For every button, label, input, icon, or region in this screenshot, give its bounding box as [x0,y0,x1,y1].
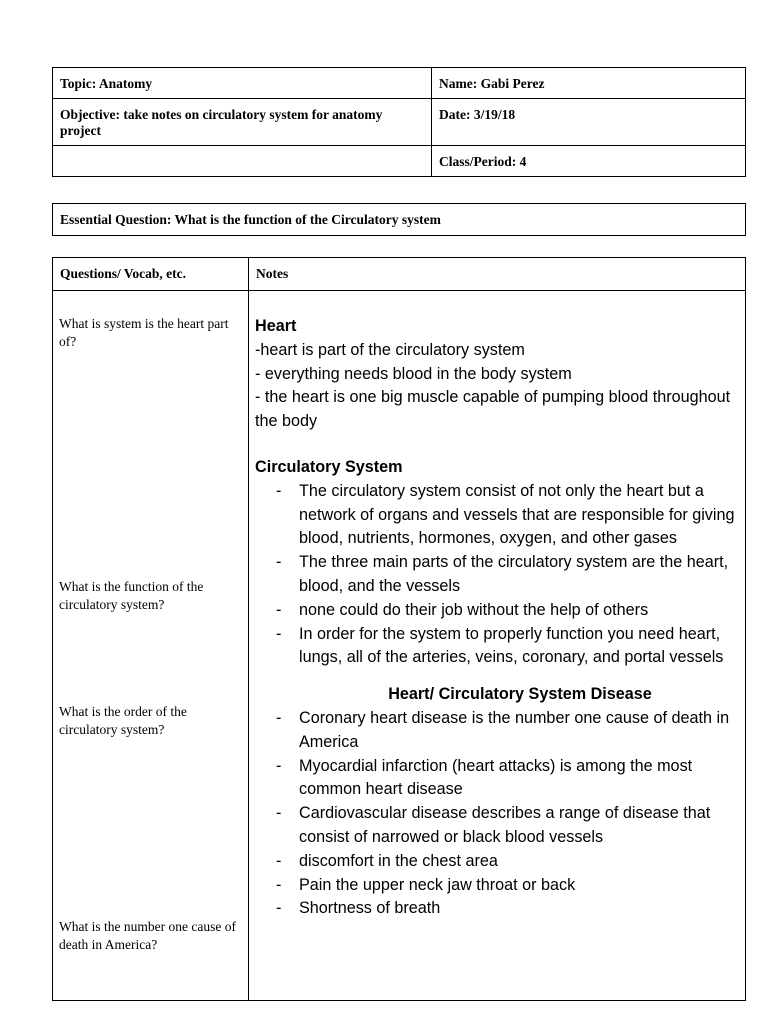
class-period-cell: Class/Period: 4 [432,146,746,177]
essential-question-box [52,203,746,236]
empty-cell [53,146,432,177]
question-item: What is system is the heart part of? [59,316,229,349]
question-item: What is the order of the circulatory system? [59,704,187,737]
list-item: - none could do their job without the help of others [255,599,745,623]
question-item: What is the function of the circulatory system? [59,579,204,612]
list-item: - In order for the system to properly function you need heart, lungs, all of the arteries, veins, coronary, and portal vessels [255,623,745,671]
note-line: -heart is part of the circulatory system [255,340,525,359]
section-title-circulatory-system: Circulatory System [255,457,403,476]
cornell-notes-table [52,257,746,1001]
note-line: - the heart is one big muscle capable of pumping blood throughout the body [255,388,731,431]
disease-list [255,707,745,921]
questions-column [53,291,249,1001]
question-item: What is the number one cause of death in America? [59,919,236,952]
list-item: - Cardiovascular disease describes a range of disease that consist of narrowed or black blood vessels [255,802,745,850]
list-item: - The three main parts of the circulatory system are the heart, blood, and the vessels [255,551,745,599]
list-item: - The circulatory system consist of not only the heart but a network of organs and vessels that are responsible for giving blood, nutrients, hormones, oxygen, and other gases [255,480,745,551]
list-item: - Myocardial infarction (heart attacks) is among the most common heart disease [255,755,745,803]
list-item: - Coronary heart disease is the number one cause of death in America [255,707,745,755]
note-line: - everything needs blood in the body system [255,364,572,383]
list-item: - Shortness of breath [255,897,745,921]
topic-cell: Topic: Anatomy [53,68,432,99]
notes-column [249,291,746,1001]
date-cell: Date: 3/19/18 [432,99,746,146]
circulatory-list [255,480,745,670]
section-title-heart: Heart [255,317,297,335]
section-title-disease: Heart/ Circulatory System Disease [388,685,652,704]
list-item: - Pain the upper neck jaw throat or back [255,874,745,898]
questions-column-header: Questions/ Vocab, etc. [53,258,249,291]
header-table [52,67,746,177]
notes-column-header: Notes [249,258,746,291]
name-cell: Name: Gabi Perez [432,68,746,99]
list-item: - discomfort in the chest area [255,850,745,874]
objective-cell: Objective: take notes on circulatory system for anatomy project [53,99,432,146]
notes-content [255,315,745,921]
essential-question: Essential Question: What is the function of the Circulatory system [53,204,746,236]
